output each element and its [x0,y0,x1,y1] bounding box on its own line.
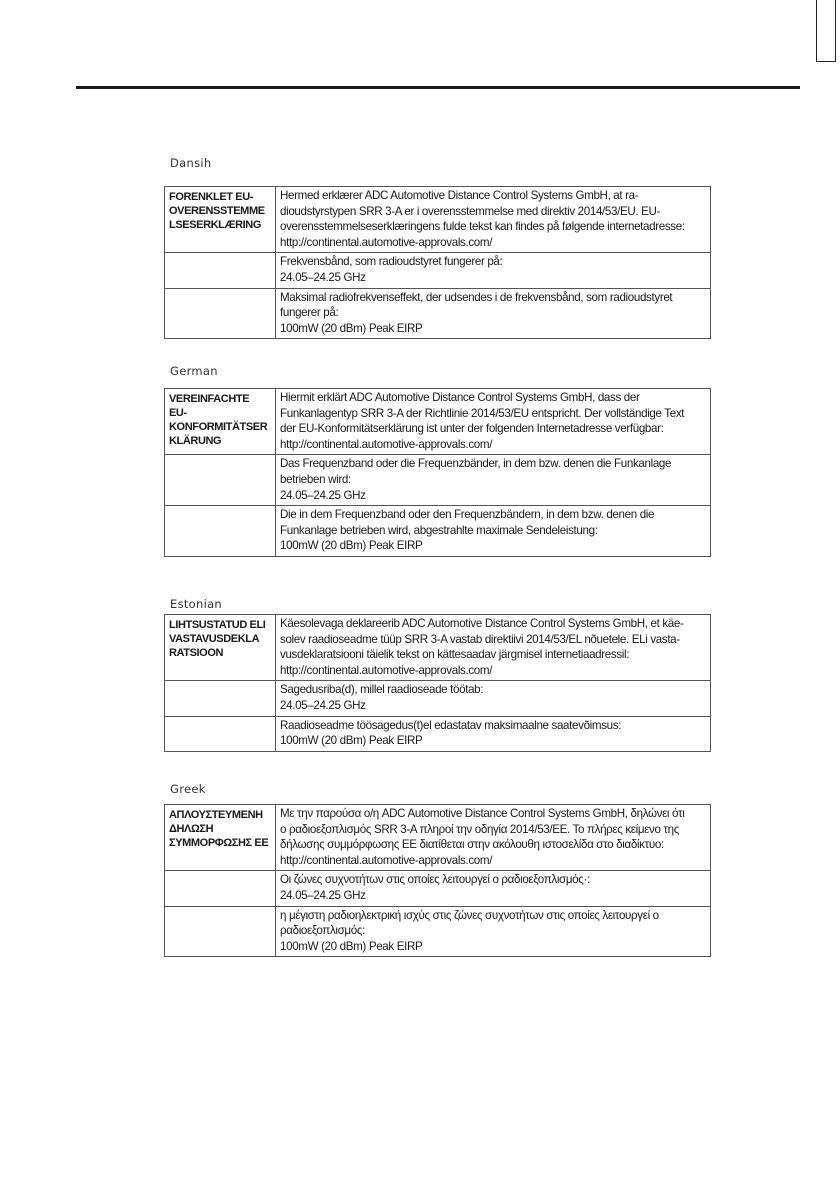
table-heading [165,871,276,906]
declaration-table-estonian [164,614,711,752]
declaration-text: Hermed erklærer ADC Automotive Distance Control Systems GmbH, at ra- dioudstyrstypen SRR 3-A er i overensstemmelse med direktiv 2014/53/EU. EU- overensstemmelseserklæringens fulde tekst kan findes på følgende internetadresse: http://continental.automotive-approvals.com/ [276,187,711,253]
max-power-text: η μέγιστη ραδιοηλεκτρική ισχύς στις ζώνες συχνοτήτων στις οποίες λειτουργεί ο ραδιοεξοπλισμός: 100mW (20 dBm) Peak EIRP [276,906,711,957]
frequency-band-text: Das Frequenzband oder die Frequenzbänder, in dem bzw. denen die Funkanlage betrieben wird: 24.05–24.25 GHz [276,455,711,506]
table-heading [165,716,276,751]
table-row [165,506,711,557]
table-row [165,253,711,288]
frequency-band-text: Sagedusriba(d), millel raadioseade töötab: 24.05–24.25 GHz [276,681,711,716]
table-heading: VEREINFACHTE EU- KONFORMITÄTSER KLÄRUNG [165,389,276,455]
table-row [165,455,711,506]
table-row [165,906,711,957]
table-heading: FORENKLET EU- OVERENSSTEMME LSESERKLÆRING [165,187,276,253]
crop-mark [816,0,836,62]
table-heading [165,253,276,288]
table-heading [165,681,276,716]
max-power-text: Maksimal radiofrekvenseffekt, der udsendes i de frekvensbånd, som radioudstyret fungerer på: 100mW (20 dBm) Peak EIRP [276,288,711,339]
table-row [165,187,711,253]
table-heading: ΑΠΛΟΥΣΤΕΥΜΕΝΗ ΔΗΛΩΣΗ ΣΥΜΜΟΡΦΩΣΗΣ ΕΕ [165,805,276,871]
language-label: Greek [170,782,206,796]
table-heading [165,506,276,557]
table-heading [165,906,276,957]
header-rule [76,86,800,89]
table-row [165,288,711,339]
max-power-text: Raadioseadme töösagedus(t)el edastatav maksimaalne saatevõimsus: 100mW (20 dBm) Peak EIRP [276,716,711,751]
table-row [165,805,711,871]
max-power-text: Die in dem Frequenzband oder den Frequenzbändern, in dem bzw. denen die Funkanlage betrieben wird, abgestrahlte maximale Sendeleistung: 100mW (20 dBm) Peak EIRP [276,506,711,557]
table-row [165,871,711,906]
table-row [165,681,711,716]
table-row [165,716,711,751]
table-row [165,615,711,681]
table-heading [165,288,276,339]
language-label: Dansih [170,156,212,170]
declaration-text: Käesolevaga deklareerib ADC Automotive Distance Control Systems GmbH, et käe- solev raadioseadme tüüp SRR 3-A vastab direktiivi 2014/53/EL nõuetele. ELi vasta- vusdeklaratsiooni täielik tekst on kättesaadav järgmisel internetiaadressil: http://continental.automotive-approvals.com/ [276,615,711,681]
frequency-band-text: Οι ζώνες συχνοτήτων στις οποίες λειτουργεί ο ραδιοεξοπλισμός·: 24.05–24.25 GHz [276,871,711,906]
declaration-text: Hiermit erklärt ADC Automotive Distance Control Systems GmbH, dass der Funkanlagentyp SRR 3-A der Richtlinie 2014/53/EU entspricht. Der vollständige Text der EU-Konformitätserklärung ist unter der folgenden Internetadresse verfügbar: http://continental.automotive-approvals.com/ [276,389,711,455]
frequency-band-text: Frekvensbånd, som radioudstyret fungerer på: 24.05–24.25 GHz [276,253,711,288]
table-heading [165,455,276,506]
table-heading: LIHTSUSTATUD ELI VASTAVUSDEKLA RATSIOON [165,615,276,681]
language-label: German [170,364,218,378]
language-label: Estonian [170,597,223,611]
declaration-table-danish [164,186,711,339]
declaration-table-greek [164,804,711,957]
declaration-table-german [164,388,711,557]
table-row [165,389,711,455]
declaration-text: Με την παρούσα ο/η ADC Automotive Distance Control Systems GmbH, δηλώνει ότι ο ραδιοεξοπλισμός SRR 3-A πληροί την οδηγία 2014/53/ΕΕ. Το πλήρες κείμενο της δήλωσης συμμόρφωσης ΕΕ διατίθεται στην ακόλουθη ιστοσελίδα στο διαδίκτυο: http://continental.automotive-approvals.com/ [276,805,711,871]
